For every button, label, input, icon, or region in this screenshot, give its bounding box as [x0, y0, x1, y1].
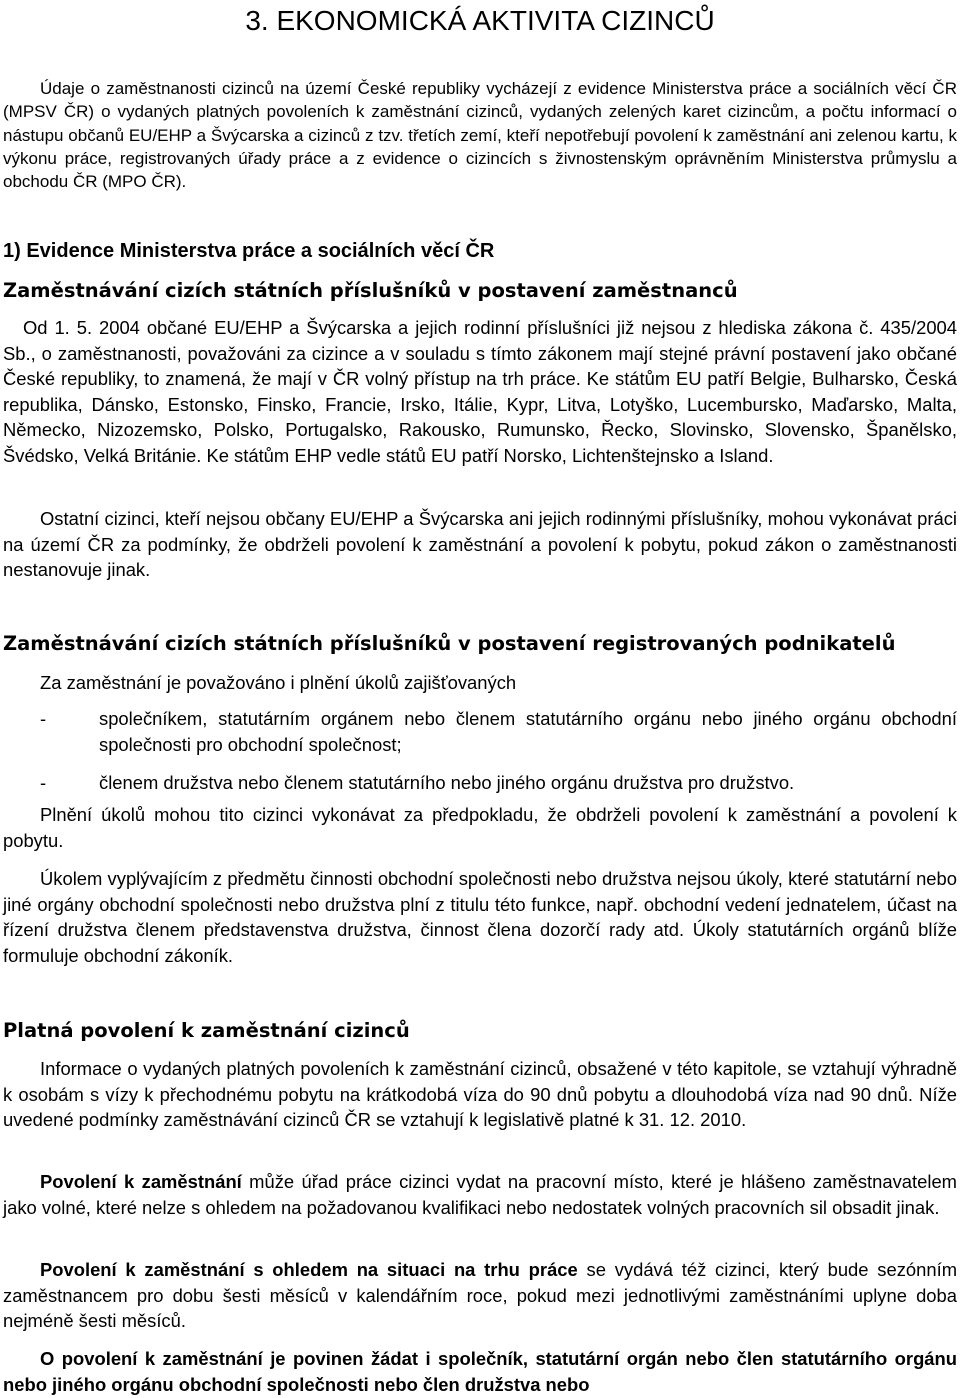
section3-p4-bold: O povolení k zaměstnání je povinen žádat i společník, statutární orgán nebo člen statutárního orgánu nebo jiného orgánu obchodní společnosti nebo člen družstva nebo [3, 1348, 957, 1395]
section2-heading: Zaměstnávání cizích státních příslušníků v postavení registrovaných podnikatelů [3, 632, 896, 655]
section3-p3-bold: Povolení k zaměstnání s ohledem na situaci na trhu práce [40, 1259, 578, 1280]
section3-paragraph-2 [3, 1169, 957, 1220]
section3-paragraph-4 [3, 1346, 957, 1397]
section3-p2-rest: může úřad práce cizinci vydat na pracovní místo, které je hlášeno zaměstnavatelem jako volné, které nelze s ohledem na požadovanou kvalifikaci nebo nedostatek volných pracovních sil obsadit jinak. [3, 1171, 957, 1218]
eu-paragraph-part-c: Ke státům EU patří Belgie, Bulharsko, Česká republika, Dánsko, Estonsko, Finsko, Francie, Irsko, Itálie, Kypr, Litva, Lotyško, Lucembursko, Maďarsko, Malta, Německo, Nizozemsko, Polsko, Portugalsko, Rakousko, Rumunsko, Řecko, Slovinsko, Slovensko, Španělsko, Švédsko, Velká Británie. [3, 368, 957, 466]
eu-paragraph [3, 315, 957, 469]
section2-paragraph-2: Úkolem vyplývajícím z předmětu činnosti obchodní společnosti nebo družstva nejsou úkoly, které statutární nebo jiné orgány obchodní společnosti nebo družstva plní z titulu této funkce, např. obchodní vedení jednatelem, účast na řízení družstva členem představenstva družstva, činnost člena dozorčí rady atd. Úkoly statutárních orgánů blíže formuluje obchodní zákoník. [3, 868, 957, 966]
list-item-text: členem družstva nebo členem statutárního nebo jiného orgánu družstva pro družstvo. [99, 772, 795, 793]
section3-p3-rest: se vydává též cizinci, který bude sezónním zaměstnancem pro dobu šesti měsíců v kalendářním roce, pokud mezi jednotlivými zaměstnáními uplyne doba nejméně šesti měsíců. [3, 1259, 958, 1332]
eu-paragraph-part-a: Od 1. 5. 2004 občané EU/EHP a Švýcarska a jejich rodinní příslušníci již nejsou z hlediska zákona č. 435/2004 Sb. [3, 317, 957, 364]
section3-p2-bold: Povolení k zaměstnání [40, 1171, 242, 1192]
list-dash: - [40, 772, 47, 793]
others-paragraph: Ostatní cizinci, kteří nejsou občany EU/EHP a Švýcarska ani jejich rodinnými příslušníky, mohou vykonávat práci na území ČR za podmínky, že obdrželi povolení k zaměstnání a povolení k pobytu, pokud zákon o zaměstnanosti nestanovuje jinak. [3, 508, 957, 581]
list-dash: - [40, 708, 47, 729]
section2-paragraph-1: Plnění úkolů mohou tito cizinci vykonávat za předpokladu, že obdrželi povolení k zaměstnání a povolení k pobytu. [3, 804, 957, 851]
intro-paragraph: Údaje o zaměstnanosti cizinců na území České republiky vycházejí z evidence Ministerstva práce a sociálních věcí ČR (MPSV ČR) o vydaných platných povoleních k zaměstnání cizinců, vydaných zelených karet cizincům, a počtu informací o nástupu občanů EU/EHP a Švýcarska a cizinců z tzv. třetích zemí, kteří nepotřebují povolení k zaměstnání ani zelenou kartu, k výkonu práce, registrovaných úřady práce a z evidence o cizincích s živnostenským oprávněním Ministerstva průmyslu a obchodu ČR (MPO ČR). [3, 79, 957, 192]
eu-paragraph-part-b: , o zaměstnanosti, považováni za cizince a v souladu s tímto zákonem mají stejné právní postavení jako občané České republiky, to znamená, že mají v ČR volný přístup na trh práce. [3, 342, 957, 390]
eu-paragraph-part-d: Ke státům EHP vedle států EU patří Norsko, Lichtenštejnsko a Island. [201, 444, 774, 466]
section3-paragraph-1: Informace o vydaných platných povoleních k zaměstnání cizinců, obsažené v této kapitole, se vztahují výhradně k osobám s vízy k přechodnému pobytu na krátkodobá víza do 90 dnů pobytu a dlouhodobá víza nad 90 dnů. Níže uvedené podmínky zaměstnávání cizinců ČR se vztahují k legislativě platné k 31. 12. 2010. [3, 1058, 957, 1131]
section2-lead: Za zaměstnání je považováno i plnění úkolů zajišťovaných [40, 672, 517, 693]
list-item-text: společníkem, statutárním orgánem nebo členem statutárního orgánu nebo jiného orgánu obchodní společnosti pro obchodní společnost; [99, 708, 957, 755]
section3-heading: Platná povolení k zaměstnání cizinců [3, 1019, 410, 1042]
section1-heading: 1) Evidence Ministerstva práce a sociálních věcí ČR [3, 240, 495, 262]
section3-paragraph-3 [3, 1257, 957, 1334]
section1-subheading: Zaměstnávání cizích státních příslušníků v postavení zaměstnanců [3, 279, 738, 302]
document-title: 3. EKONOMICKÁ AKTIVITA CIZINCŮ [245, 5, 715, 36]
